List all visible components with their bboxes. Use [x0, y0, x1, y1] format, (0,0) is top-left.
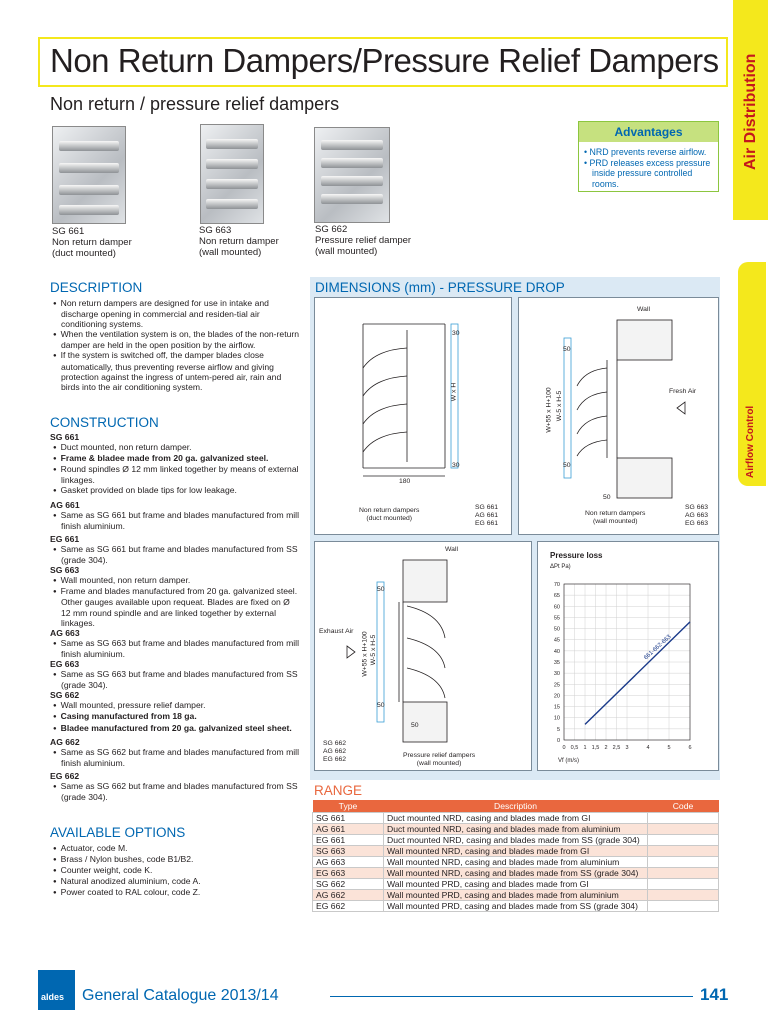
- y-tick-label: 25: [553, 682, 560, 689]
- x-tick-label: 4: [646, 745, 650, 751]
- y-tick-label: 45: [553, 637, 560, 644]
- y-tick-label: 70: [553, 582, 560, 588]
- table-row: SG 663 Wall mounted NRD, casing and blades made from GI: [313, 846, 719, 857]
- y-tick-label: 0: [556, 738, 560, 744]
- advantages-list: • NRD prevents reverse airflow. • PRD releases excess pressure inside pressure controlled rooms.: [584, 147, 711, 189]
- y-tick-label: 50: [553, 626, 560, 633]
- page-subtitle: Non return / pressure relief dampers: [50, 94, 340, 114]
- fig3-codes: SG 662 AG 662 EG 662: [323, 740, 347, 763]
- table-row: SG 662 Wall mounted PRD, casing and blades made from GI: [313, 879, 719, 890]
- advantages-heading: Advantages: [579, 122, 718, 142]
- fig2-caption: Non return dampers (wall mounted): [585, 510, 646, 525]
- x-tick-label: 2,5: [612, 745, 621, 751]
- table-row: SG 661 Duct mounted NRD, casing and blades made from GI: [313, 813, 719, 824]
- x-tick-label: 1,5: [591, 745, 600, 751]
- pressure-loss-chart: [537, 541, 719, 771]
- x-tick-label: 5: [667, 745, 671, 751]
- table-row: AG 662 Wall mounted PRD, casing and blades made from aluminium: [313, 890, 719, 901]
- y-tick-label: 10: [553, 715, 560, 722]
- options-heading: AVAILABLE OPTIONS: [50, 825, 186, 840]
- table-row: EG 663 Wall mounted NRD, casing and blades made from SS (grade 304): [313, 868, 719, 879]
- product-image-sg663: [200, 124, 264, 224]
- catalogue-title: General Catalogue 2013/14: [82, 987, 279, 1004]
- options-list: ● Actuator, code M. ● Brass / Nylon bushes, code B1/B2. ● Counter weight, code K. ● Natural anodized aluminium, code A. ● Power coated to RAL colour, code Z.: [50, 843, 300, 898]
- fig1-codes: SG 661 AG 661 EG 661: [475, 504, 499, 527]
- subsection-label: Airflow Control: [745, 405, 756, 478]
- fig2-codes: SG 663 AG 663 EG 663: [685, 504, 709, 527]
- footer-rule: [330, 996, 693, 997]
- y-tick-label: 60: [553, 604, 560, 611]
- x-tick-label: 0,5: [570, 745, 579, 751]
- product-image-sg661: [52, 126, 126, 224]
- x-tick-label: 1: [583, 745, 587, 751]
- table-row: EG 661 Duct mounted NRD, casing and blades made from SS (grade 304): [313, 835, 719, 846]
- wall-mounted-prd-diagram: Wall Exhaust Air W+55 x H+100 W-5 x H-5 50 50 50 SG 662 AG 662 EG 662 Pressure relief dampers (wall mounted): [314, 541, 532, 771]
- chart-xlabel: Vf (m/s): [558, 758, 579, 764]
- y-tick-label: 30: [553, 671, 560, 678]
- y-tick-label: 20: [553, 693, 560, 700]
- product-caption-sg663: SG 663 Non return damper (wall mounted): [199, 225, 279, 258]
- duct-mounted-diagram: W x H 30 30 180 Non return dampers (duct mounted) SG 661 AG 661 EG 661: [314, 297, 512, 535]
- chart-title: Pressure loss: [550, 551, 603, 560]
- range-header-row: [313, 800, 719, 813]
- product-image-sg662: [314, 127, 390, 223]
- y-tick-label: 55: [553, 615, 560, 622]
- range-table: [312, 800, 719, 912]
- y-tick-label: 15: [553, 704, 560, 711]
- series-label: 661-662-663: [643, 634, 673, 662]
- product-caption-sg662: SG 662 Pressure relief damper (wall mounted): [315, 224, 412, 257]
- dim-w-x-h: W x H: [450, 382, 458, 402]
- x-tick-label: 3: [625, 745, 629, 751]
- col-type: Type: [313, 800, 384, 813]
- product-caption-sg661: SG 661 Non return damper (duct mounted): [52, 226, 132, 259]
- description-heading: DESCRIPTION: [50, 280, 143, 295]
- y-tick-label: 5: [556, 726, 560, 733]
- x-tick-label: 0: [562, 745, 566, 751]
- chart-canvas: [538, 542, 718, 770]
- advantages-box: [578, 121, 719, 192]
- description-list: ● Non return dampers are designed for use in intake and discharge opening in commercial and residen-tial air conditioning systems. ● When the ventilation system is on, the blades of the non-return damper are held in the open position by the airflow. ● If the system is switched off, the damper blades close automatically, thus preventing reverse airflow and giving protection against the ingress of untem-pered air, rain and birds into the air conditioning system.: [50, 298, 300, 392]
- range-heading: RANGE: [314, 783, 363, 798]
- y-tick-label: 65: [553, 593, 560, 600]
- page-title: Non Return Dampers/Pressure Relief Dampers: [50, 42, 719, 79]
- fig1-caption: Non return dampers (duct mounted): [359, 507, 420, 522]
- construction-list: SG 661 ● Duct mounted, non return damper. ● Frame & bladee made from 20 ga. galvanized steel. ● Round spindles Ø 12 mm linked together by means of external linkages. ● Gasket provided on blade tips for low leakage. AG 661 ● Same as SG 661 but frame and blades manufactured from mill finish aluminium. EG 661 ● Same as SG 661 but frame and blades manufactured from SS (grade 304). SG 663 ● Wall mounted, non return damper. ● Frame and blades manufactured from 20 ga. galvanized steel. Other gauges available upon requeat. Blades are fixed on Ø 12 mm round spindle and are linked together by external linkages. AG 663 ● Same as SG 663 but frame and blades manufactured from mill finish aluminium. EG 663 ● Same as SG 663 but frame and blades manufactured from SS (grade 304). SG 662 ● Wall mounted, pressure relief damper. ● Casing manufactured from 18 ga. ● Bladee manufactured from 20 ga. galvanized steel sheet. AG 662 ● Same as SG 662 but frame and blades manufactured from mill finish aluminium. EG 662 ● Same as SG 662 but frame and blades manufactured from SS (grade 304).: [50, 432, 300, 802]
- y-tick-label: 40: [553, 648, 560, 655]
- construction-heading: CONSTRUCTION: [50, 415, 159, 430]
- aldes-logo: aldes: [38, 970, 75, 1010]
- table-row: EG 662 Wall mounted PRD, casing and blades made from SS (grade 304): [313, 901, 719, 912]
- col-description: Description: [384, 800, 648, 813]
- table-row: AG 661 Duct mounted NRD, casing and blades made from aluminium: [313, 824, 719, 835]
- col-code: Code: [648, 800, 719, 813]
- fig3-caption: Pressure relief dampers (wall mounted): [403, 752, 476, 767]
- chart-ylabel: ΔPt Pa): [550, 564, 571, 570]
- x-tick-label: 2: [604, 745, 608, 751]
- section-label: Air Distribution: [742, 53, 759, 170]
- wall-mounted-nrd-diagram: Wall Fresh Air W+55 x H+100 W-5 x H-5 50 50 50 Non return dampers (wall mounted) SG 663 AG 663 EG 663: [518, 297, 719, 535]
- table-row: AG 663 Wall mounted NRD, casing and blades made from aluminium: [313, 857, 719, 868]
- dimensions-heading: DIMENSIONS (mm) - PRESSURE DROP: [315, 280, 565, 295]
- x-tick-label: 6: [688, 745, 692, 751]
- page-number: 141: [700, 985, 729, 1004]
- y-tick-label: 35: [553, 660, 560, 666]
